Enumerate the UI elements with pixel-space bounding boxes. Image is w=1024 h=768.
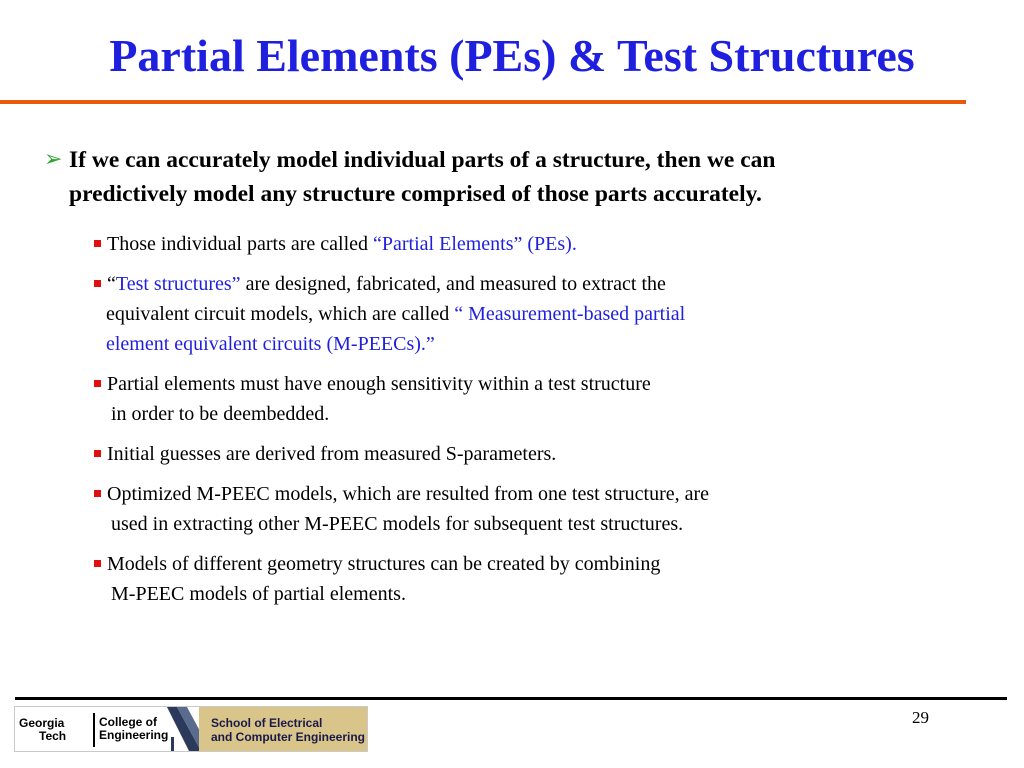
- college-of-engineering-text: [99, 716, 168, 742]
- square-bullet-icon: [94, 280, 101, 287]
- arrow-bullet-icon: ➢: [44, 147, 63, 172]
- sub-bullet-text: Models of different geometry structures can be created by combining: [107, 553, 661, 575]
- square-bullet-icon: [94, 490, 101, 497]
- sub-bullet-item: [94, 479, 934, 539]
- main-bullet-line-1: If we can accurately model individual parts of a structure, then we can: [69, 147, 776, 173]
- sub-bullet-text: in order to be deembedded.: [111, 403, 330, 425]
- highlight-text: “ Measurement-based partial: [454, 303, 686, 325]
- tech-tower-logo-icon: [167, 707, 201, 751]
- georgia-tech-wordmark: [15, 707, 91, 751]
- sub-bullet-item: [94, 549, 934, 609]
- sub-bullet-item: [94, 229, 934, 259]
- main-bullet: [44, 143, 944, 211]
- square-bullet-icon: [94, 450, 101, 457]
- logo-school-line-1: School of Electrical: [211, 716, 323, 730]
- sub-bullet-item: [94, 269, 934, 359]
- school-ece-panel: [199, 707, 368, 751]
- page-number: 29: [912, 708, 929, 727]
- title-divider: [0, 100, 966, 104]
- highlight-text: Test structures”: [115, 273, 241, 295]
- logo-school-line-2: and Computer Engineering: [211, 730, 366, 744]
- main-bullet-line-2: predictively model any structure comprised of those parts accurately.: [69, 181, 762, 207]
- highlight-text: “Partial Elements” (PEs).: [373, 233, 577, 255]
- sub-bullet-item: [94, 439, 934, 469]
- square-bullet-icon: [94, 560, 101, 567]
- sub-bullet-list: [94, 229, 934, 619]
- sub-bullet-text: are designed, fabricated, and measured to extract the: [240, 273, 666, 295]
- logo-college-line-2: Engineering: [99, 728, 169, 742]
- logo-tech-text: Tech: [39, 729, 67, 743]
- slide-title: Partial Elements (PEs) & Test Structures: [109, 30, 915, 81]
- footer-divider: [15, 697, 1007, 700]
- logo-separator: [93, 713, 95, 747]
- sub-bullet-text: Initial guesses are derived from measured S-parameters.: [107, 443, 557, 465]
- sub-bullet-text: Partial elements must have enough sensitivity within a test structure: [107, 373, 651, 395]
- sub-bullet-text: Optimized M-PEEC models, which are resulted from one test structure, are: [107, 483, 710, 505]
- sub-bullet-text: M-PEEC models of partial elements.: [111, 583, 406, 605]
- logo-college-line-1: College of: [99, 715, 158, 729]
- highlight-text: element equivalent circuits (M-PEECs).”: [106, 333, 435, 355]
- sub-bullet-item: [94, 369, 934, 429]
- square-bullet-icon: [94, 380, 101, 387]
- logo-georgia-text: Georgia: [19, 716, 65, 730]
- sub-bullet-text: Those individual parts are called: [107, 233, 374, 255]
- sub-bullet-text: equivalent circuit models, which are called: [106, 303, 455, 325]
- georgia-tech-logo: [14, 706, 368, 752]
- sub-bullet-text: used in extracting other M-PEEC models for subsequent test structures.: [111, 513, 684, 535]
- open-quote: “: [107, 273, 116, 295]
- square-bullet-icon: [94, 240, 101, 247]
